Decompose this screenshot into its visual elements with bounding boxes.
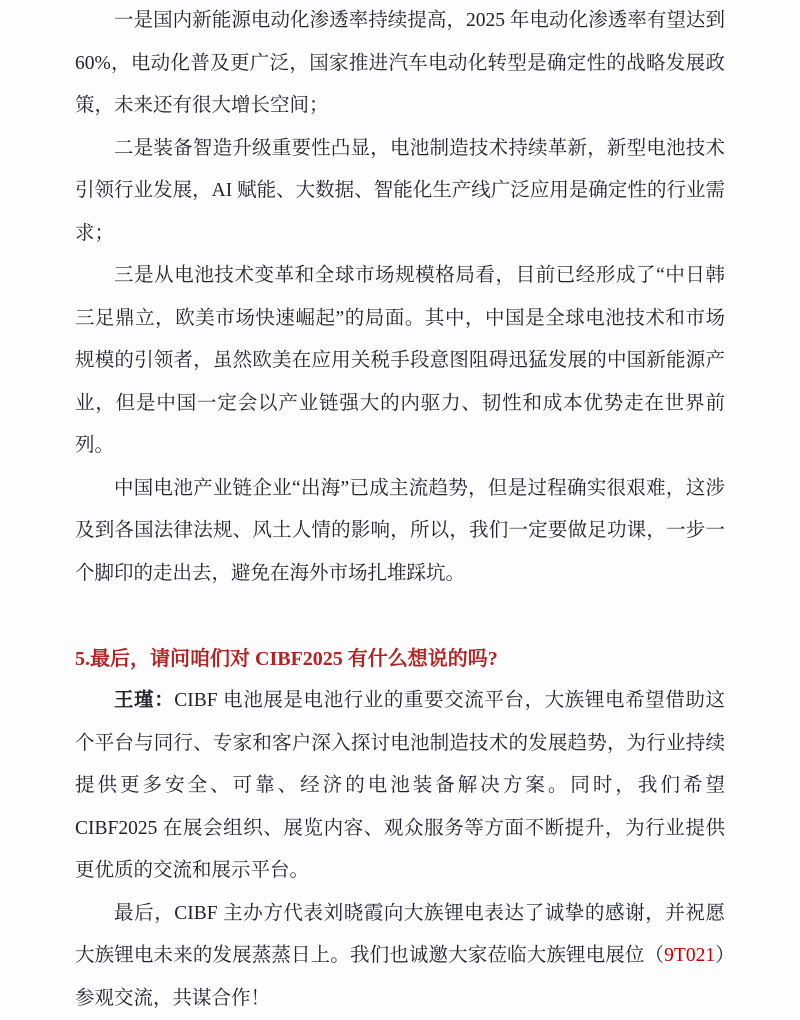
closing-text-before: 最后，CIBF 主办方代表刘晓霞向大族锂电表达了诚挚的感谢，并祝愿大族锂电未来的发展蒸蒸日上。我们也诚邀大家莅临大族锂电展位（ (75, 903, 725, 967)
paragraph-answer (75, 680, 725, 893)
paragraph-going-global: 中国电池产业链企业“出海”已成主流趋势，但是过程确实很艰难，这涉及到各国法律法规、风土人情的影响，所以，我们一定要做足功课，一步一个脚印的走出去，避免在海外市场扎堆踩坑。 (75, 468, 725, 596)
closing-text-after: ）参观交流，共谋合作！ (75, 945, 725, 1009)
answer-text: CIBF 电池展是电池行业的重要交流平台，大族锂电希望借助这个平台与同行、专家和客户深入探讨电池制造技术的发展趋势，为行业持续提供更多安全、可靠、经济的电池装备解决方案。同时，我们希望 CIBF2025 在展会组织、展览内容、观众服务等方面不断提升，为行业提供更优质的交流和展示平台。 (75, 690, 725, 881)
speaker-name: 王瑾： (114, 690, 174, 711)
question-5-heading: 5.最后，请问咱们对 CIBF2025 有什么想说的吗? (75, 638, 725, 681)
paragraph-point-1: 一是国内新能源电动化渗透率持续提高，2025 年电动化渗透率有望达到 60%，电动化普及更广泛，国家推进汽车电动化转型是确定性的战略发展政策，未来还有很大增长空间； (75, 0, 725, 128)
paragraph-point-3: 三是从电池技术变革和全球市场规模格局看，目前已经形成了“中日韩三足鼎立，欧美市场快速崛起”的局面。其中，中国是全球电池技术和市场规模的引领者，虽然欧美在应用关税手段意图阻碍迅猛发展的中国新能源产业，但是中国一定会以产业链强大的内驱力、韧性和成本优势走在世界前列。 (75, 255, 725, 468)
paragraph-point-2: 二是装备智造升级重要性凸显，电池制造技术持续革新，新型电池技术引领行业发展，AI 赋能、大数据、智能化生产线广泛应用是确定性的行业需求； (75, 128, 725, 256)
paragraph-closing (75, 893, 725, 1020)
booth-number: 9T021 (664, 945, 715, 966)
